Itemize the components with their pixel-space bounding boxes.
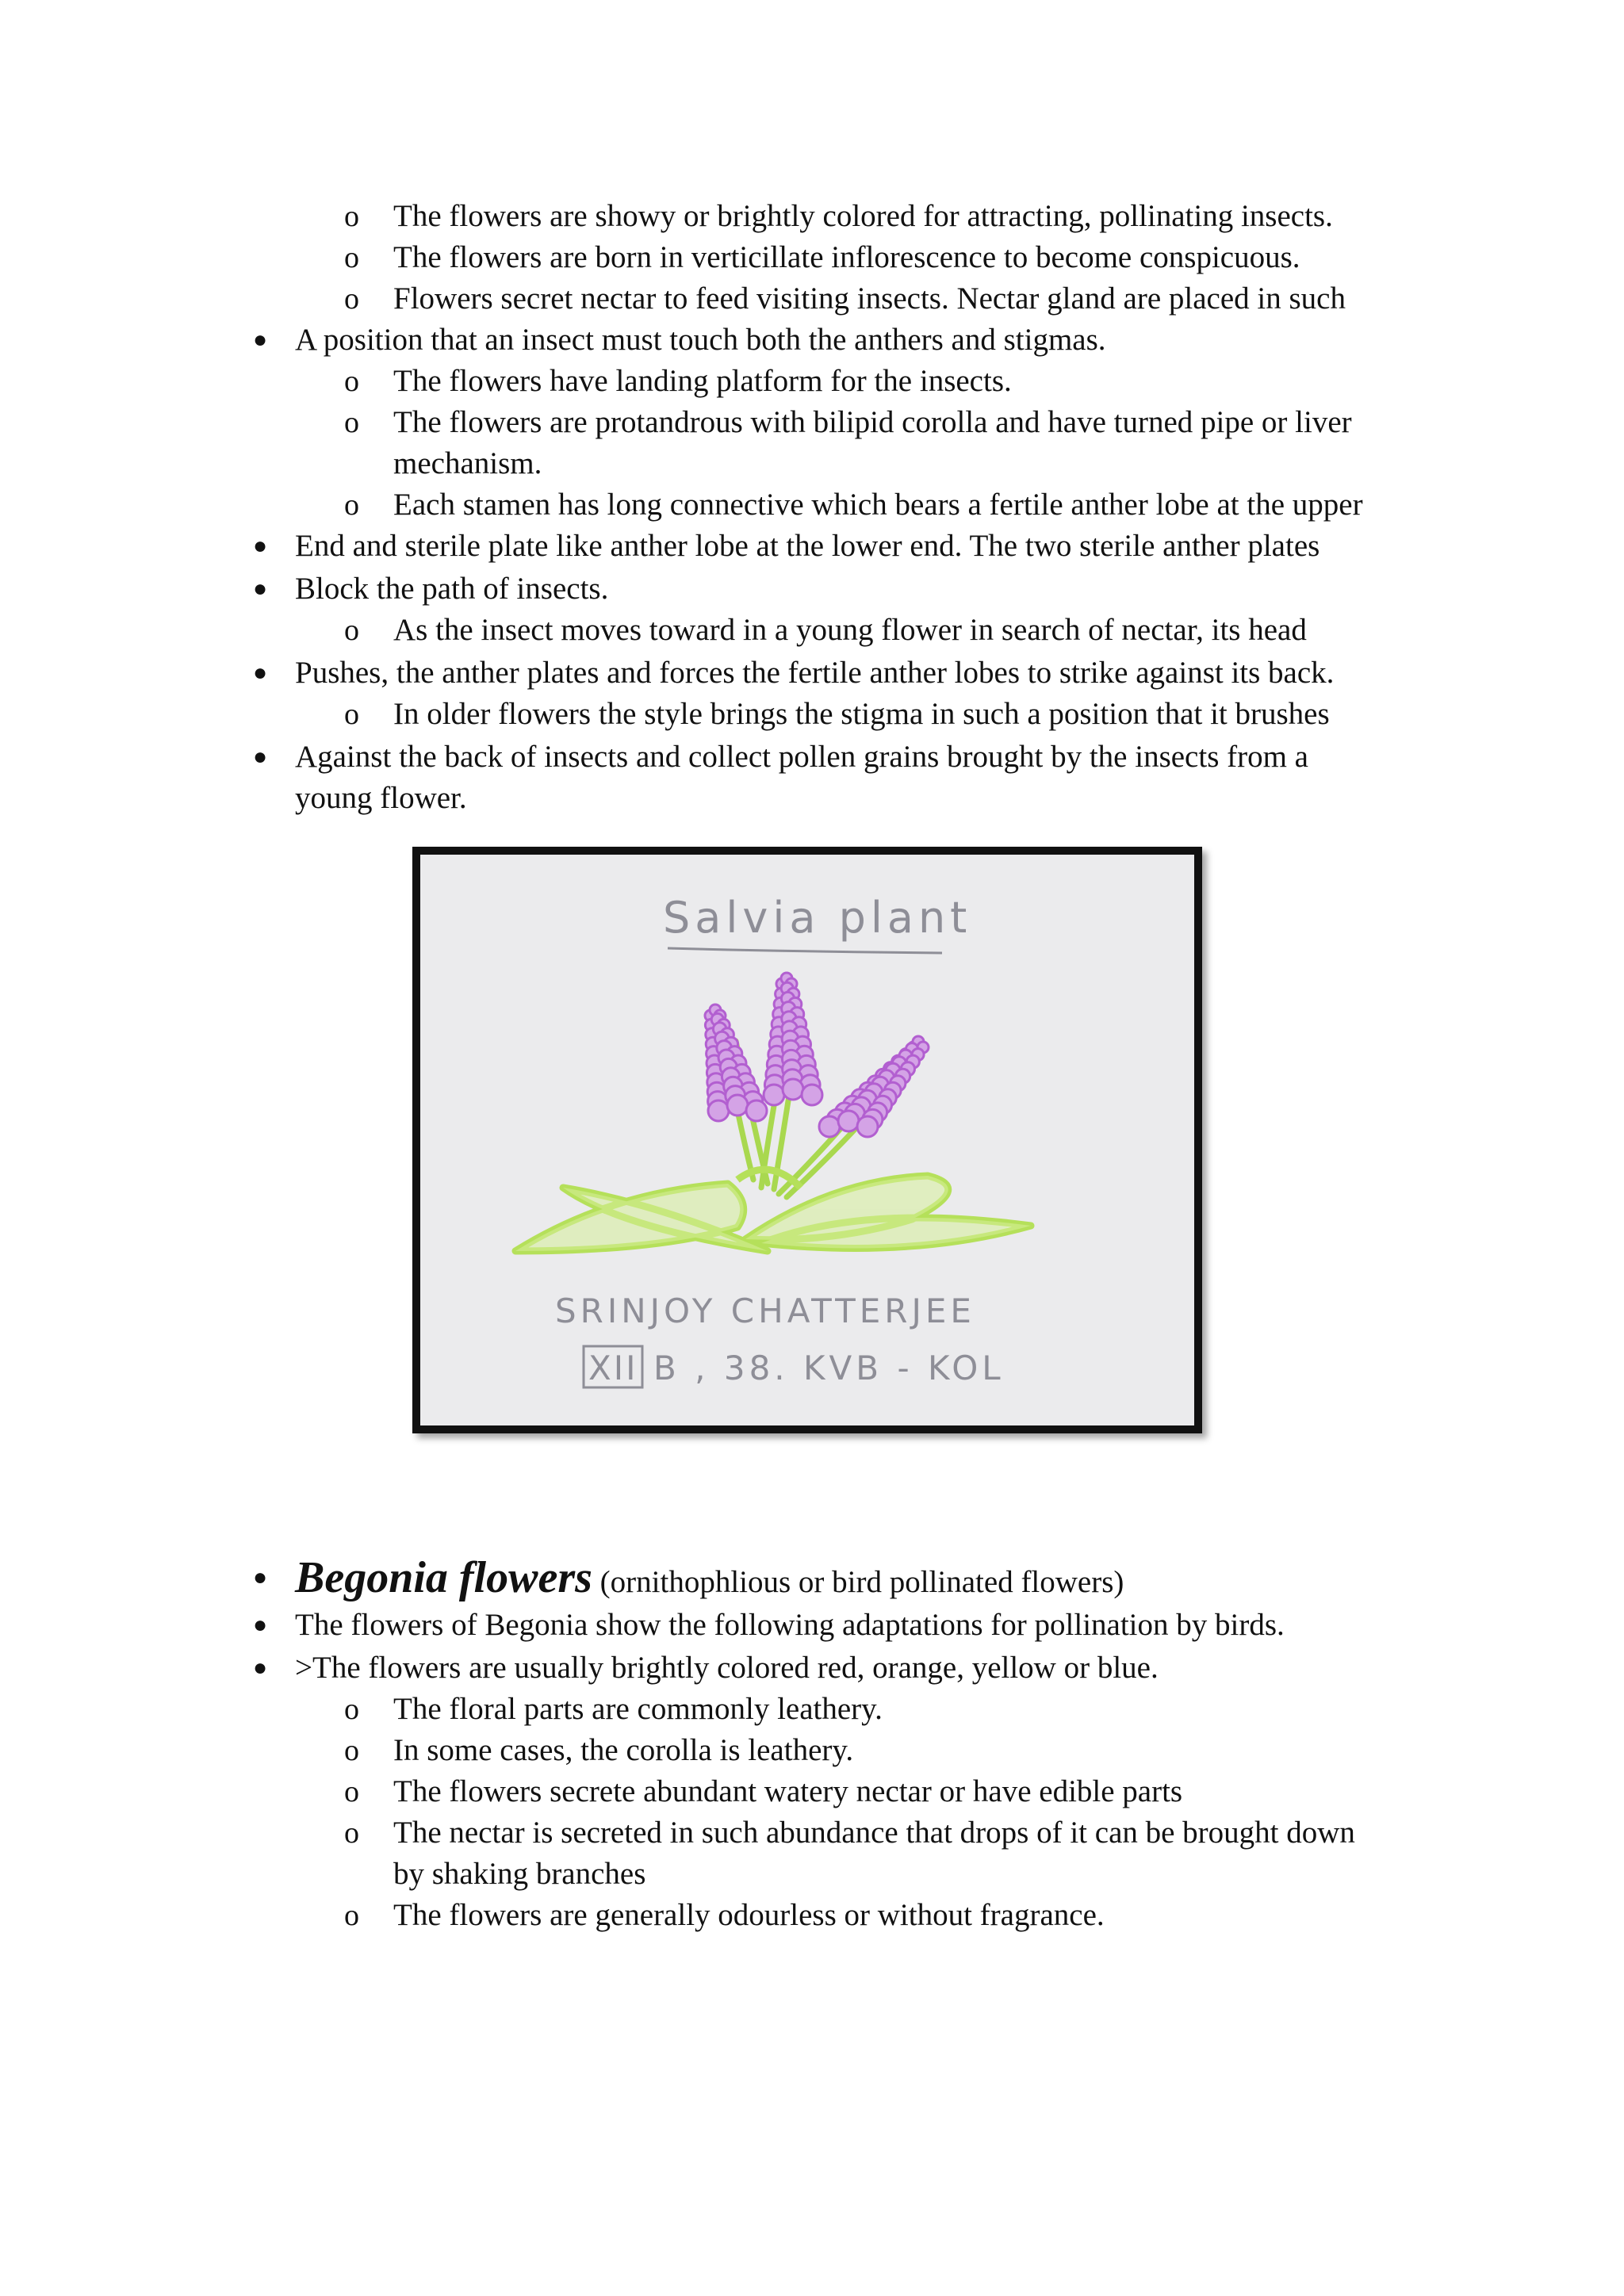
list-item: [344, 694, 1330, 735]
list-item: [253, 737, 1308, 778]
bullet-marker: ●: [253, 1564, 268, 1590]
list-item-text: Flowers secret nectar to feed visiting insects. Nectar gland are placed in such: [393, 281, 1346, 316]
sub-bullet-marker: o: [344, 1734, 359, 1767]
drawing-author: SRINJOY CHATTERJEE: [555, 1292, 975, 1330]
list-item-text: Each stamen has long connective which bears a fertile anther lobe at the upper: [393, 488, 1363, 522]
list-item-text: The flowers are born in verticillate inflorescence to become conspicuous.: [393, 240, 1300, 274]
list-item: [344, 402, 1352, 443]
list-item-continuation: [393, 443, 542, 484]
list-item-text: In some cases, the corolla is leathery.: [393, 1733, 854, 1767]
begonia-heading: Begonia flowers: [295, 1553, 592, 1602]
list-item: [253, 526, 1320, 567]
flower-bud: [764, 1085, 784, 1105]
sub-bullet-marker: o: [344, 614, 359, 647]
bullet-marker: ●: [253, 576, 268, 602]
sub-bullet-marker: o: [344, 200, 359, 233]
sub-bullet-marker: o: [344, 488, 359, 522]
list-item-text: The flowers of Begonia show the following adaptations for pollination by birds.: [295, 1608, 1285, 1642]
list-item: [344, 196, 1333, 237]
drawing-title: Salvia plant: [663, 893, 972, 943]
list-item-text: The flowers are generally odourless or without fragrance.: [393, 1898, 1105, 1932]
bullet-marker: ●: [253, 327, 268, 353]
list-item-text: >The flowers are usually brightly colored red, orange, yellow or blue.: [295, 1651, 1159, 1685]
flower-bud: [802, 1085, 822, 1105]
list-item-text: Block the path of insects.: [295, 572, 609, 606]
list-item: [344, 1730, 854, 1771]
list-item-text: As the insect moves toward in a young flower in search of nectar, its head: [393, 613, 1307, 647]
list-item: [253, 320, 1106, 361]
section-heading: [253, 1553, 1124, 1606]
list-item-text: The flowers secrete abundant watery nectar or have edible parts: [393, 1774, 1183, 1808]
flower-bud: [746, 1100, 767, 1121]
salvia-drawing-figure: [412, 847, 1202, 1433]
list-item-text: The flowers are showy or brightly colored for attracting, pollinating insects.: [393, 199, 1333, 233]
list-item: [253, 652, 1335, 694]
list-item: [253, 1605, 1285, 1646]
bullet-marker: ●: [253, 533, 268, 559]
flower-bud: [727, 1095, 748, 1115]
list-item-text: Pushes, the anther plates and forces the fertile anther lobes to strike against its back.: [295, 656, 1335, 690]
bullet-marker: ●: [253, 1655, 268, 1681]
list-item-continuation: [393, 1854, 645, 1895]
flower-bud: [708, 1100, 729, 1121]
drawing-details: B , 38. KVB - KOL: [653, 1349, 1005, 1387]
sub-bullet-marker: o: [344, 1899, 359, 1932]
salvia-drawing: [420, 855, 1194, 1425]
list-item-text: Against the back of insects and collect pollen grains brought by the insects from a: [295, 740, 1308, 774]
bullet-marker: ●: [253, 744, 268, 770]
list-item-text: mechanism.: [393, 446, 542, 480]
list-item-text: young flower.: [295, 781, 467, 815]
list-item: [344, 610, 1307, 651]
list-item-text: The flowers are protandrous with bilipid corolla and have turned pipe or liver: [393, 405, 1352, 439]
bullet-marker: ●: [253, 660, 268, 686]
sub-bullet-marker: o: [344, 365, 359, 398]
bullet-marker: ●: [253, 1612, 268, 1638]
sub-bullet-marker: o: [344, 241, 359, 274]
list-item-continuation: [295, 778, 467, 819]
list-item-text: End and sterile plate like anther lobe at the lower end. The two sterile anther plates: [295, 529, 1320, 563]
list-item-text: The nectar is secreted in such abundance that drops of it can be brought down: [393, 1816, 1355, 1850]
list-item-text: by shaking branches: [393, 1857, 646, 1891]
list-item: [344, 1771, 1183, 1812]
list-item: [344, 1895, 1105, 1936]
sub-bullet-marker: o: [344, 406, 359, 439]
list-item: [344, 278, 1346, 320]
list-item: [344, 1689, 883, 1730]
list-item: [253, 1647, 1159, 1689]
flower-bud: [838, 1111, 859, 1131]
sub-bullet-marker: o: [344, 1775, 359, 1808]
flower-bud: [819, 1116, 840, 1137]
list-item: [344, 484, 1363, 526]
sub-bullet-marker: o: [344, 1693, 359, 1726]
sub-bullet-marker: o: [344, 1816, 359, 1850]
list-item: [344, 237, 1300, 278]
drawing-class: XII: [588, 1349, 638, 1387]
list-item-text: The flowers have landing platform for the insects.: [393, 364, 1012, 398]
list-item: [253, 568, 609, 610]
list-item: [344, 1812, 1355, 1854]
list-item-text: In older flowers the style brings the stigma in such a position that it brushes: [393, 697, 1330, 731]
list-item-text: The floral parts are commonly leathery.: [393, 1692, 883, 1726]
sub-bullet-marker: o: [344, 698, 359, 731]
begonia-heading-suffix: (ornithophlious or bird pollinated flowers): [592, 1565, 1124, 1599]
flower-bud: [857, 1116, 878, 1137]
sub-bullet-marker: o: [344, 282, 359, 316]
list-item: [344, 361, 1012, 402]
list-item-text: A position that an insect must touch both the anthers and stigmas.: [295, 323, 1106, 357]
flower-bud: [783, 1079, 803, 1100]
